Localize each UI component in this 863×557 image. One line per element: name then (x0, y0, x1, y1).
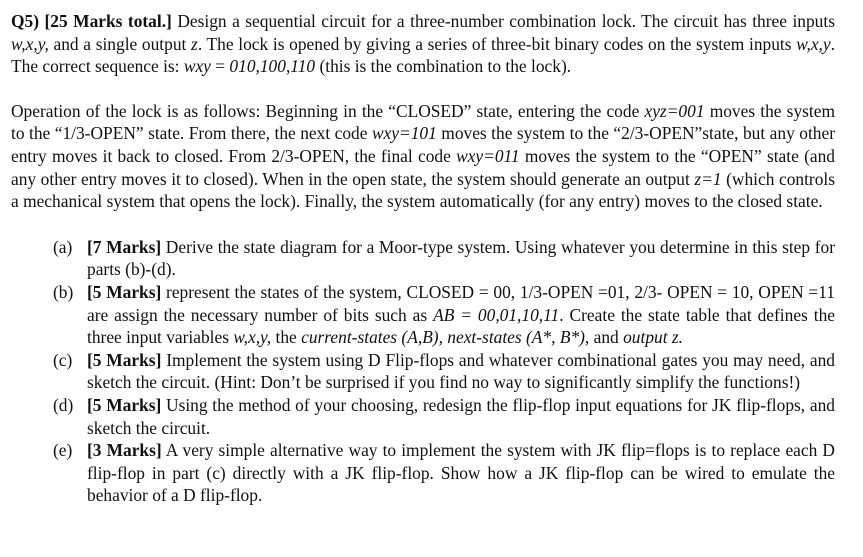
question-total-marks: [25 Marks total.] (44, 11, 172, 31)
part-marks: [7 Marks] (87, 236, 162, 257)
part-text: [7 Marks] Derive the state diagram for a Moor-type system. Using whatever you determine in this step for parts (b)-(d). (87, 236, 835, 280)
part-text: [5 Marks] represent the states of the system, CLOSED = 00, 1/3-OPEN =01, 2/3- OPEN = 10, OPEN =11 are assign the necessary number of bits such as AB = 00,01,10,11. Create the state table that defines the three input variables w,x,y, the current-states (A,B), next-states (A*, B*), and output z. (87, 281, 835, 348)
part-label: (a) (53, 236, 73, 257)
part-marks: [3 Marks] (87, 440, 162, 461)
part-label: (b) (53, 281, 74, 302)
question-intro-paragraph: Q5) [25 Marks total.] Design a sequential circuit for a three-number combination lock. The circuit has three inputs w,x,y, and a single output z. The lock is opened by giving a series of three-bit binary codes on the system inputs w,x,y. The correct sequence is: wxy = 010,100,110 (this is the combination to the lock). (11, 11, 835, 77)
part-text: [3 Marks] A very simple alternative way to implement the system with JK flip=flops is to replace each D flip-flop in part (c) directly with a JK flip-flop. Show how a JK flip-flop can be wired to emulate the behavior of a D flip-flop. (87, 440, 835, 506)
part-text: [5 Marks] Using the method of your choosing, redesign the flip-flop input equations for JK flip-flops, and sketch the circuit. (87, 394, 835, 438)
part-label: (e) (53, 440, 73, 461)
part-text: [5 Marks] Implement the system using D Flip-flops and whatever combinational gates you may need, and sketch the circuit. (Hint: Don’t be surprised if you find no way to significantly simplify the functions!) (87, 349, 835, 393)
part-label: (c) (53, 349, 73, 370)
question-parts-list (11, 236, 835, 507)
part-marks: [5 Marks] (87, 281, 162, 302)
part-d (53, 394, 835, 439)
part-c (53, 349, 835, 394)
part-label: (d) (53, 394, 74, 415)
part-marks: [5 Marks] (87, 394, 162, 415)
operation-paragraph: Operation of the lock is as follows: Beginning in the “CLOSED” state, entering the code xyz=001 moves the system to the “1/3-OPEN” state. From there, the next code wxy=101 moves the system to the “2/3-OPEN”state, but any other entry moves it back to closed. From 2/3-OPEN, the final code wxy=011 moves the system to the “OPEN” state (and any other entry moves it to closed). When in the open state, the system should generate an output z=1 (which controls a mechanical system that opens the lock). Finally, the system automatically (for any entry) moves to the closed state. (11, 100, 836, 212)
part-marks: [5 Marks] (87, 349, 162, 370)
part-b (53, 281, 835, 349)
question-number: Q5) (11, 11, 40, 31)
part-e (53, 439, 835, 507)
part-a (53, 236, 835, 281)
